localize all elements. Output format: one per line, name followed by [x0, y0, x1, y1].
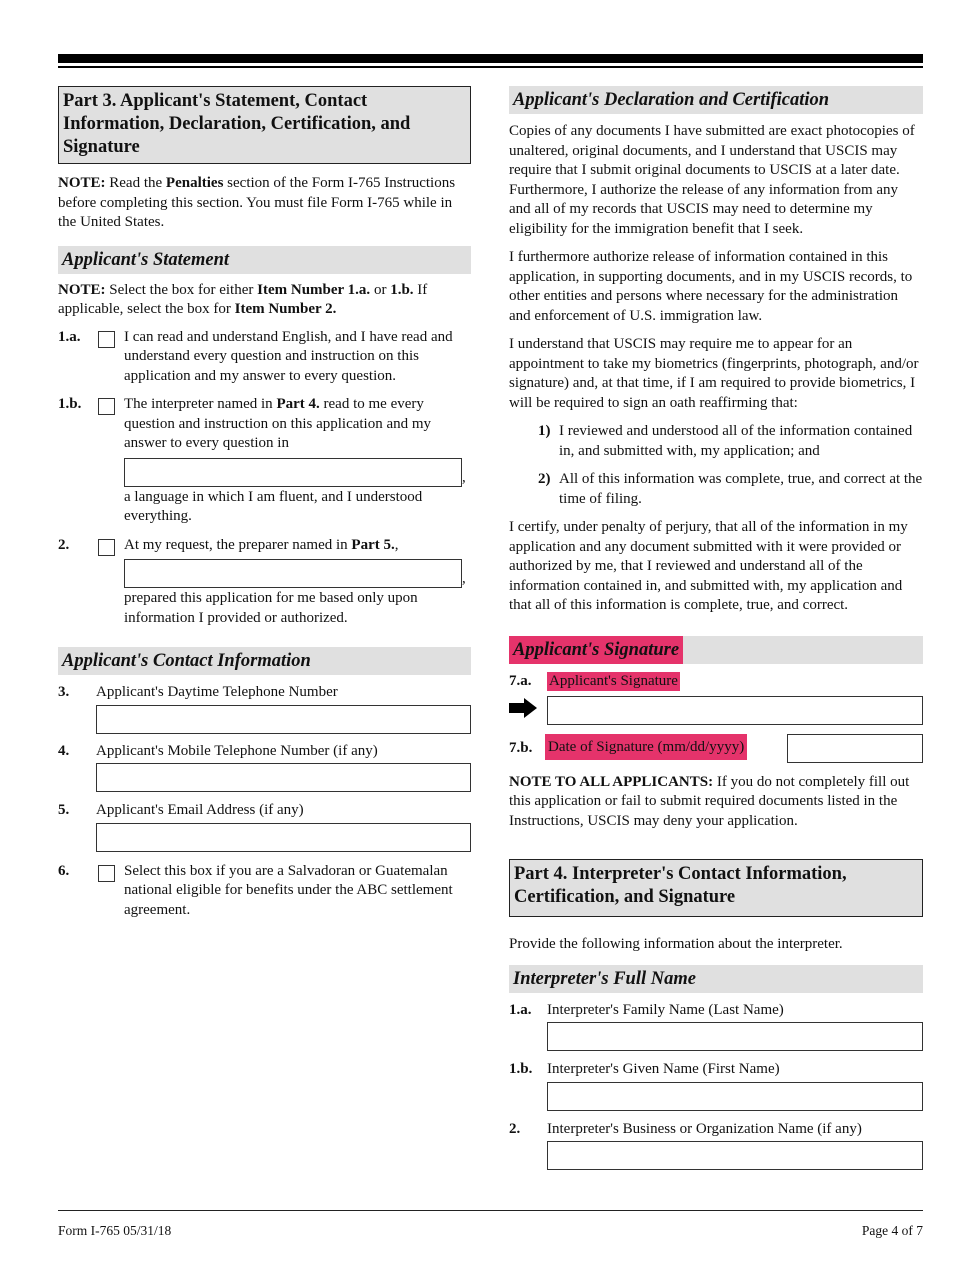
item-7b: 7.b. Date of Signature (mm/dd/yyyy) [509, 734, 923, 764]
contact-heading: Applicant's Contact Information [58, 647, 471, 675]
item-2-checkbox[interactable] [98, 539, 115, 556]
declaration-p1: Copies of any documents I have submitted are exact photocopies of unaltered, original documents, and I understand that USCIS may require that I submit original documents to USCIS at a later date. Furthermore, I authorize the release of any information from any and all of my records that USCIS may need to determine my eligibility for the immigration benefit that I seek. [509, 123, 915, 237]
part3-title: Part 3. Applicant's Statement, Contact Information, Declaration, Certification, and Signature [58, 86, 471, 164]
item-1b-checkbox[interactable] [98, 398, 115, 415]
item-2-text: At my request, the preparer named in Part 5., [124, 536, 399, 553]
part3-note: NOTE: Read the Penalties section of the Form I-765 Instructions before completing this section. You must file Form I-765 while in the United States. [58, 175, 456, 230]
signature-heading-bar [509, 636, 923, 664]
item-7a: 7.a. Applicant's Signature [509, 672, 923, 726]
interpreter-item-1a: 1.a. Interpreter's Family Name (Last Name) [509, 1001, 923, 1052]
part4-intro: Provide the following information about the interpreter. [509, 936, 843, 952]
mobile-phone-field[interactable] [96, 763, 471, 792]
top-rule [58, 54, 923, 63]
item-1a-checkbox[interactable] [98, 331, 115, 348]
item-2: 2. At my request, the preparer named in Part 5., , prepared this application for me based only upon information I provided or authorized. [58, 536, 471, 629]
email-field[interactable] [96, 823, 471, 852]
interpreter-family-name-field[interactable] [547, 1022, 923, 1051]
part4-title: Part 4. Interpreter's Contact Information, Certification, and Signature [509, 859, 923, 917]
item-6-checkbox[interactable] [98, 865, 115, 882]
item-5-label: Applicant's Email Address (if any) [96, 802, 304, 818]
item-6-label: Select this box if you are a Salvadoran or Guatemalan national eligible for benefits under the ABC settlement agreement. [124, 862, 453, 918]
statement-heading: Applicant's Statement [58, 246, 471, 274]
interpreter-item-1a-label: Interpreter's Family Name (Last Name) [547, 1001, 784, 1018]
item-6: 6. Select this box if you are a Salvadoran or Guatemalan national eligible for benefits under the ABC settlement agreement. [58, 862, 453, 918]
oath-item-2: 2) All of this information was complete, true, and correct at the time of filing. [538, 471, 923, 507]
item-5: 5. Applicant's Email Address (if any) [58, 801, 471, 852]
interpreter-item-2: 2. Interpreter's Business or Organization Name (if any) [509, 1120, 923, 1171]
item-7b-label: Date of Signature (mm/dd/yyyy) [545, 734, 747, 761]
item-1b: 1.b. The interpreter named in Part 4. read to me every question and instruction on this application and my answer to every question in , a language in which I am fluent, and I understood everything. [58, 395, 471, 527]
item-1a-text: I can read and understand English, and I have read and understand every question and instruction on this application and my answer to every question. [124, 328, 453, 384]
page-number: Page 4 of 7 [861, 1223, 923, 1238]
item-1b-text: The interpreter named in Part 4. read to me every question and instruction on this application and my answer to every question in [124, 396, 432, 451]
statement-note: NOTE: Select the box for either Item Number 1.a. or 1.b. If applicable, select the box for Item Number 2. [58, 281, 428, 317]
declaration-p4: I certify, under penalty of perjury, that all of the information in my application and any document submitted with it were provided or authorized by me, that I reviewed and understand all of the information contained in, and submitted with, my application and that all of this information is complete, true, and correct. [509, 519, 908, 613]
item-3-label: Applicant's Daytime Telephone Number [96, 684, 338, 700]
item-4: 4. Applicant's Mobile Telephone Number (if any) [58, 742, 471, 793]
interpreter-item-1b: 1.b. Interpreter's Given Name (First Name) [509, 1060, 923, 1111]
item-1b-after: a language in which I am fluent, and I understood everything. [124, 488, 423, 524]
interpreter-given-name-field[interactable] [547, 1082, 923, 1111]
declaration-p3: I understand that USCIS may require me to appear for an appointment to take my biometrics (fingerprints, photograph, and/or signature) and, at that time, if I am required to provide biometrics, I will be required to sign an oath reaffirming that: [509, 336, 919, 411]
oath-item-1: 1) I reviewed and understood all of the information contained in, and submitted with, my application; and [538, 423, 913, 459]
left-column [58, 86, 471, 920]
form-id: Form I-765 05/31/18 [58, 1223, 172, 1238]
declaration-p2: I furthermore authorize release of information contained in this application, in supporting documents, and in my USCIS records, to other entities and persons where necessary for the administration and enforcement of U.S. immigration law. [509, 249, 913, 324]
item-4-label: Applicant's Mobile Telephone Number (if any) [96, 742, 378, 759]
item-2-preparer-field[interactable] [124, 559, 462, 588]
top-rule-thin [58, 66, 923, 68]
interpreter-organization-field[interactable] [547, 1141, 923, 1170]
right-column [509, 86, 923, 1170]
date-of-signature-field[interactable] [787, 734, 923, 763]
applicant-signature-field[interactable] [547, 696, 923, 725]
interpreter-item-2-label: Interpreter's Business or Organization Name (if any) [547, 1120, 862, 1137]
item-1a: 1.a. I can read and understand English, and I have read and understand every question and instruction on this application and my answer to every question. [58, 328, 453, 384]
note-to-all-applicants: NOTE TO ALL APPLICANTS: If you do not completely fill out this application or fail to submit required documents listed in the Instructions, USCIS may deny your application. [509, 773, 910, 829]
item-3: 3. Applicant's Daytime Telephone Number [58, 683, 471, 734]
page-footer [58, 1210, 923, 1241]
interpreter-item-1b-label: Interpreter's Given Name (First Name) [547, 1061, 780, 1077]
item-7a-label: Applicant's Signature [547, 672, 680, 692]
interpreter-name-heading: Interpreter's Full Name [509, 965, 923, 993]
right-arrow-icon [509, 698, 537, 725]
item-2-after: prepared this application for me based only upon information I provided or authorized. [124, 590, 418, 626]
item-1b-language-field[interactable] [124, 458, 462, 487]
daytime-phone-field[interactable] [96, 705, 471, 734]
declaration-heading: Applicant's Declaration and Certification [509, 86, 923, 114]
signature-heading: Applicant's Signature [509, 636, 683, 664]
